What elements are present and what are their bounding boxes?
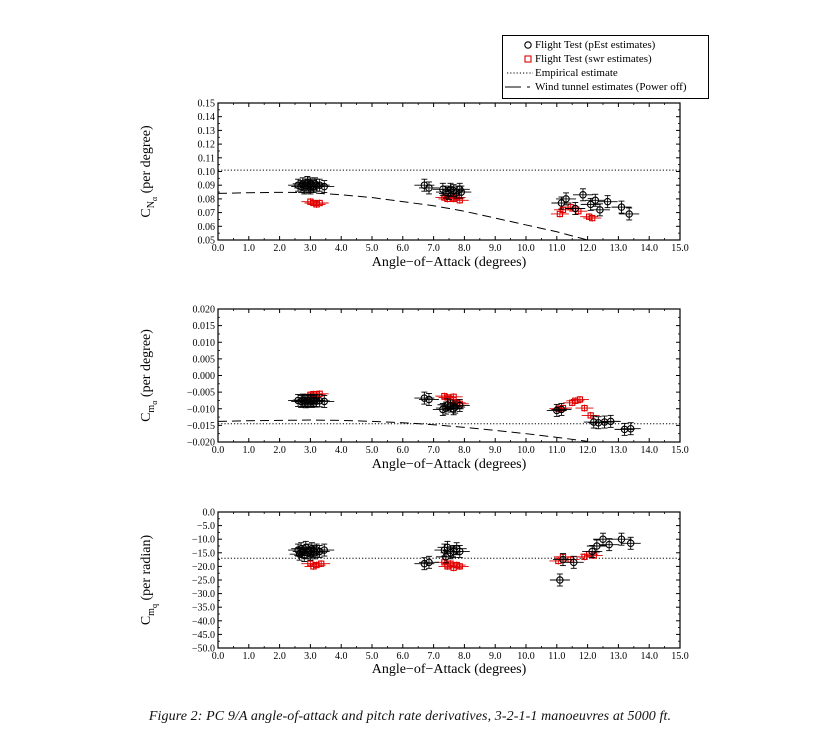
- square-marker-icon: [503, 52, 535, 66]
- x-tick-label: 12.0: [578, 243, 597, 254]
- y-tick-label: −10.0: [191, 534, 215, 546]
- plot-area: [218, 390, 680, 441]
- swr-point: [576, 405, 594, 412]
- x-tick-label: 11.0: [548, 651, 566, 662]
- y-tick-label: −0.020: [186, 437, 215, 449]
- x-tick-label: 0.0: [211, 243, 225, 254]
- x-tick-label: 8.0: [458, 243, 471, 254]
- x-tick-label: 10.0: [517, 243, 535, 254]
- x-tick-label: 0.0: [211, 651, 225, 662]
- x-tick-label: 15.0: [671, 651, 689, 662]
- chart-panel-3: [139, 508, 689, 678]
- swr-point: [566, 397, 584, 404]
- y-tick-label: −0.015: [186, 420, 215, 432]
- legend-label-pest: Flight Test (pEst estimates): [535, 39, 656, 51]
- y-tick-label: −50.0: [191, 643, 215, 655]
- y-tick-label: 0.08: [197, 194, 215, 206]
- x-tick-label: 4.0: [334, 243, 348, 254]
- x-axis-label: Angle−of−Attack (degrees): [371, 662, 527, 677]
- y-tick-label: 0.14: [197, 112, 215, 124]
- y-tick-label: 0.07: [197, 208, 215, 220]
- x-tick-label: 15.0: [671, 445, 689, 456]
- y-tick-label: 0.020: [192, 304, 215, 316]
- x-tick-label: 10.0: [517, 445, 535, 456]
- x-tick-label: 3.0: [304, 445, 317, 456]
- legend: [502, 35, 709, 99]
- x-tick-label: 15.0: [671, 243, 689, 254]
- y-axis-label: $C_{N\alpha}$ (per degree): [139, 125, 159, 218]
- pest-point: [551, 403, 571, 415]
- legend-item-swr: [503, 52, 652, 66]
- plot-frame: [218, 512, 680, 648]
- y-tick-label: −20.0: [191, 561, 215, 573]
- x-tick-label: 5.0: [365, 445, 379, 456]
- y-axis-label: $C_{m\alpha}$ (per degree): [139, 329, 159, 422]
- legend-label-windtunnel: Wind tunnel estimates (Power off): [535, 81, 687, 93]
- y-tick-label: 0.000: [192, 371, 215, 382]
- plot-area: [218, 533, 680, 586]
- y-tick-label: 0.05: [197, 235, 215, 247]
- pest-point: [599, 539, 619, 551]
- circle-marker-icon: [503, 38, 535, 52]
- chart-panel-1: [139, 99, 689, 271]
- y-axis-label: $C_{mq}$ (per radian): [139, 534, 159, 626]
- y-tick-label: 0.0: [202, 507, 215, 519]
- x-tick-label: 0.0: [211, 445, 225, 456]
- legend-label-empirical: Empirical estimate: [535, 67, 618, 79]
- x-tick-label: 7.0: [427, 651, 440, 662]
- x-tick-label: 3.0: [304, 243, 317, 254]
- legend-item-empirical: [503, 66, 618, 80]
- x-tick-label: 4.0: [334, 445, 348, 456]
- x-tick-label: 1.0: [242, 243, 256, 254]
- x-tick-label: 2.0: [273, 243, 286, 254]
- swr-point: [571, 396, 589, 403]
- x-tick-label: 1.0: [242, 445, 256, 456]
- swr-point: [582, 412, 600, 419]
- x-tick-label: 2.0: [273, 651, 286, 662]
- x-tick-label: 8.0: [458, 445, 471, 456]
- y-tick-label: −0.005: [186, 387, 215, 399]
- x-tick-label: 7.0: [427, 445, 440, 456]
- plot-frame: [218, 103, 680, 240]
- y-tick-label: 0.06: [197, 221, 215, 233]
- x-tick-label: 12.0: [578, 651, 597, 662]
- pest-point: [547, 404, 567, 416]
- legend-item-pest: [503, 38, 655, 52]
- x-tick-label: 5.0: [365, 243, 379, 254]
- x-tick-label: 2.0: [273, 445, 286, 456]
- x-tick-label: 5.0: [365, 651, 379, 662]
- pest-point: [590, 204, 610, 216]
- wind-tunnel-line: [218, 192, 588, 240]
- x-tick-label: 9.0: [488, 445, 502, 456]
- x-tick-label: 6.0: [396, 445, 410, 456]
- pest-point: [550, 574, 570, 586]
- x-tick-label: 14.0: [640, 243, 658, 254]
- y-tick-label: −0.010: [186, 404, 215, 416]
- pest-point: [598, 196, 618, 208]
- x-tick-label: 4.0: [334, 651, 348, 662]
- legend-label-swr: Flight Test (swr estimates): [535, 53, 652, 65]
- x-tick-label: 9.0: [488, 243, 502, 254]
- x-tick-label: 6.0: [396, 651, 410, 662]
- dotted-line-icon: [503, 66, 535, 80]
- x-tick-label: 12.0: [578, 445, 597, 456]
- x-tick-label: 8.0: [458, 651, 471, 662]
- y-tick-label: −30.0: [191, 589, 215, 601]
- x-tick-label: 6.0: [396, 243, 410, 254]
- x-tick-label: 11.0: [548, 445, 566, 456]
- y-tick-label: 0.12: [197, 139, 215, 151]
- y-tick-label: 0.10: [197, 167, 215, 178]
- x-tick-label: 1.0: [242, 651, 256, 662]
- y-tick-label: 0.11: [197, 153, 215, 165]
- x-tick-label: 13.0: [609, 445, 628, 456]
- y-tick-label: 0.15: [197, 98, 215, 110]
- y-tick-label: −15.0: [191, 548, 215, 560]
- y-tick-label: −35.0: [191, 602, 215, 614]
- x-axis-label: Angle−of−Attack (degrees): [371, 457, 527, 472]
- y-tick-label: 0.010: [192, 337, 215, 349]
- x-tick-label: 3.0: [304, 651, 317, 662]
- x-tick-label: 10.0: [517, 651, 535, 662]
- y-tick-label: 0.09: [197, 180, 215, 192]
- dashed-line-icon: [503, 80, 535, 94]
- x-tick-label: 13.0: [609, 651, 628, 662]
- legend-item-windtunnel: [503, 80, 687, 94]
- x-tick-label: 9.0: [488, 651, 502, 662]
- x-tick-label: 14.0: [640, 445, 658, 456]
- y-tick-label: −25.0: [191, 575, 215, 587]
- y-tick-label: 0.13: [197, 125, 215, 137]
- y-tick-label: −45.0: [191, 629, 215, 641]
- y-tick-label: −40.0: [191, 616, 215, 628]
- figure-caption: Figure 2: PC 9/A angle-of-attack and pitch rate derivatives, 3-2-1-1 manoeuvres at 5000 ft.: [148, 709, 672, 724]
- y-tick-label: 0.005: [192, 354, 215, 366]
- x-axis-label: Angle−of−Attack (degrees): [371, 255, 527, 270]
- chart-panel-2: [139, 305, 689, 473]
- y-tick-label: 0.015: [192, 321, 215, 333]
- plot-area: [218, 170, 680, 240]
- x-tick-label: 13.0: [609, 243, 628, 254]
- x-tick-label: 7.0: [427, 243, 440, 254]
- x-tick-label: 11.0: [548, 243, 566, 254]
- x-tick-label: 14.0: [640, 651, 658, 662]
- y-tick-label: −5.0: [196, 521, 215, 533]
